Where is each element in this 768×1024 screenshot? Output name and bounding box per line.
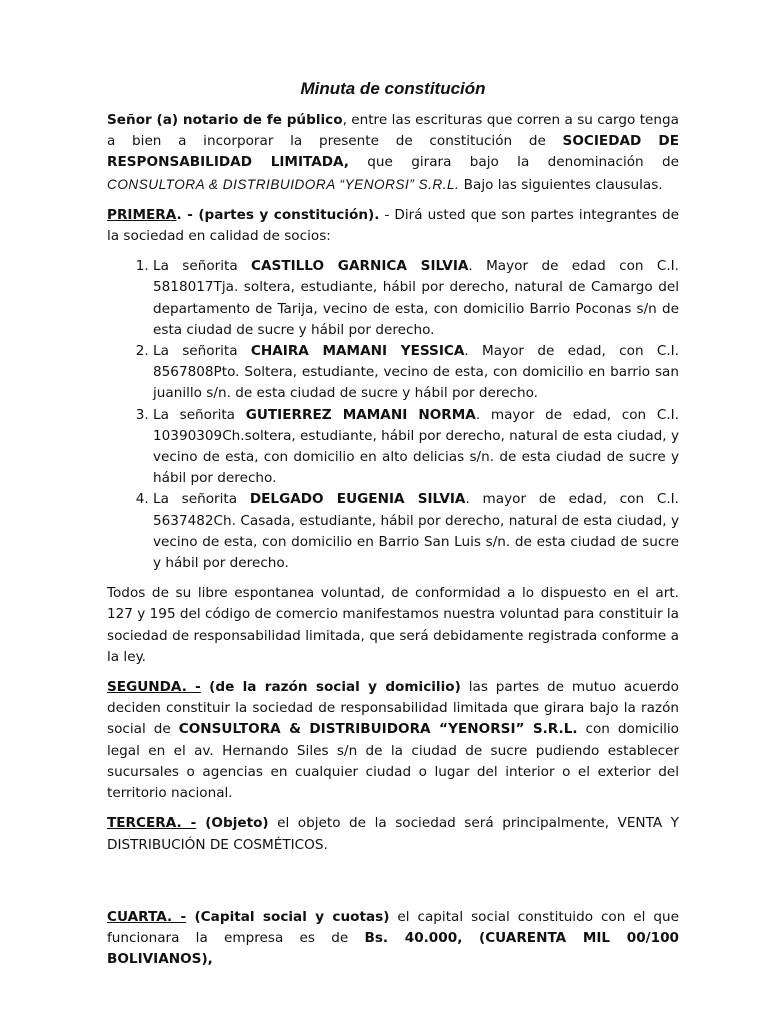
intro-lead: Señor (a) notario de fe público <box>107 112 343 128</box>
clause-cuarta <box>107 907 679 971</box>
socio-name: CASTILLO GARNICA SILVIA <box>251 258 469 275</box>
socio-details: . mayor de edad, con C.I. 10390309Ch.soltera, estudiante, hábil por derecho, natural de esta ciudad, y vecino de esta, con domicilio en alto delicias s/n. de esta ciudad de sucre y hábil por derecho. <box>153 406 680 487</box>
socio-details: . mayor de edad, con C.I. 5637482Ch. Casada, estudiante, hábil por derecho, natural de esta ciudad, y vecino de esta, con domicilio en Barrio San Luis s/n. de esta ciudad de sucre y hábil por derecho. <box>153 491 679 572</box>
clause-segunda <box>107 677 679 804</box>
intro-text-3: Bajo las siguientes clausulas. <box>459 176 663 193</box>
primera-heading: PRIMERA <box>107 206 177 223</box>
socio-item <box>153 405 679 490</box>
cuarta-text: el capital social constituido con el que funcionara la empresa es de <box>107 908 679 946</box>
segunda-company-name: CONSULTORA & DISTRIBUIDORA “YENORSI” S.R.L. <box>178 721 578 738</box>
intro-text-2: que girara bajo la denominación de <box>348 154 679 171</box>
primera-subtitle: . - (partes y constitución). <box>176 206 380 223</box>
clause-primera <box>107 205 679 247</box>
tercera-heading: TERCERA. - <box>107 815 197 832</box>
primera-text: - Dirá usted que son partes integrantes de la sociedad en calidad de socios: <box>107 206 679 245</box>
socio-details: . Mayor de edad con C.I. 5818017Tja. soltera, estudiante, hábil por derecho, natural de Camargo del departamento de Tarija, vecino de esta, con domicilio Barrio Poconas s/n de esta ciudad de sucre y hábil por derecho. <box>153 258 680 338</box>
spacer <box>107 865 679 907</box>
socio-item <box>153 256 679 341</box>
socios-list <box>107 256 679 574</box>
cuarta-heading: CUARTA. - <box>107 908 187 925</box>
segunda-heading: SEGUNDA. - <box>107 679 201 696</box>
socio-prefix: La señorita <box>153 343 251 360</box>
socio-item <box>153 489 679 574</box>
socio-item <box>153 341 679 405</box>
cuarta-amount: Bs. 40.000, (CUARENTA MIL 00/100 BOLIVIANOS), <box>107 929 679 968</box>
segunda-text-2: con domicilio legal en el av. Hernando Siles s/n de la ciudad de sucre pudiendo establecer sucursales o agencias en cualquier ciudad o lugar del interior o el exterior del territorio nacional. <box>107 721 679 802</box>
clause-tercera <box>107 813 679 855</box>
cuarta-subtitle: (Capital social y cuotas) <box>186 908 390 925</box>
intro-paragraph <box>107 110 679 196</box>
socio-prefix: La señorita <box>153 491 250 508</box>
document-title: Minuta de constitución <box>300 79 486 98</box>
socio-name: CHAIRA MAMANI YESSICA <box>250 343 465 360</box>
intro-company-name: CONSULTORA & DISTRIBUIDORA “YENORSI” S.R.L. <box>107 176 460 192</box>
tercera-text: el objeto de la sociedad será principalmente, VENTA Y DISTRIBUCIÓN DE COSMÉTICOS. <box>107 815 679 853</box>
tercera-subtitle: (Objeto) <box>196 815 269 832</box>
voluntad-paragraph: Todos de su libre espontanea voluntad, de conformidad a lo dispuesto en el art. 127 y 195 del código de comercio manifestamos nuestra voluntad para constituir la sociedad de responsabilidad limitada, que será debidamente registrada conforme a la ley. <box>107 585 679 665</box>
intro-text-1: , entre las escrituras que corren a su cargo tenga a bien a incorporar la presente de constitución de <box>107 112 679 150</box>
socio-name: GUTIERREZ MAMANI NORMA <box>245 406 476 423</box>
socio-name: DELGADO EUGENIA SILVIA <box>249 491 466 508</box>
socio-prefix: La señorita <box>153 258 252 275</box>
segunda-text-1: las partes de mutuo acuerdo deciden constituir la sociedad de responsabilidad limitada que girara bajo la razón social de <box>107 679 679 738</box>
socio-prefix: La señorita <box>153 406 246 423</box>
socio-details: . Mayor de edad, con C.I. 8567808Pto. Soltera, estudiante, vecino de esta, con domicilio en barrio san juanillo s/n. de esta ciudad de sucre y hábil por derecho. <box>153 343 679 402</box>
intro-company-type: SOCIEDAD DE RESPONSABILIDAD LIMITADA, <box>107 133 679 171</box>
segunda-subtitle: (de la razón social y domicilio) <box>200 679 461 696</box>
